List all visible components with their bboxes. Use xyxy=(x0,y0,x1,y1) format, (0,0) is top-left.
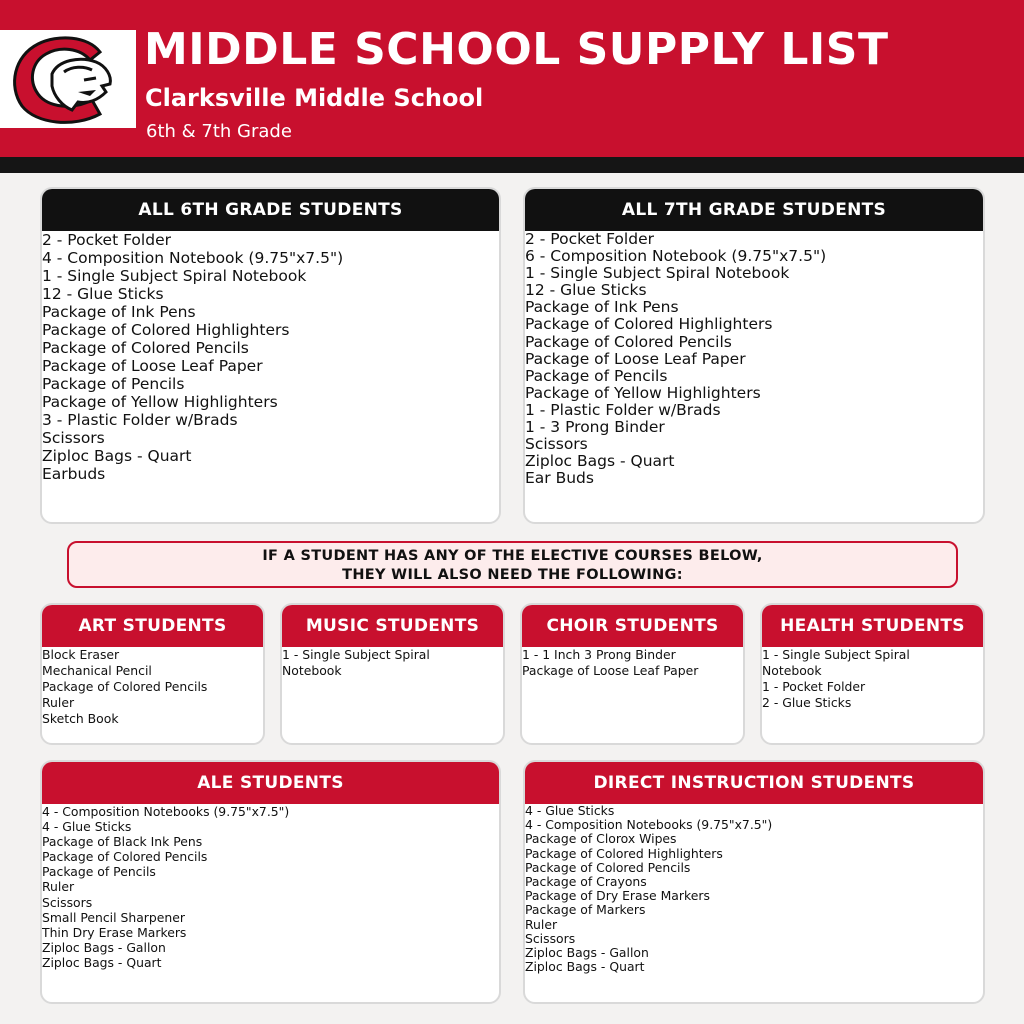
school-logo xyxy=(0,30,136,128)
health-list xyxy=(762,647,983,711)
notice-line-1: IF A STUDENT HAS ANY OF THE ELECTIVE COURSES BELOW, xyxy=(262,548,763,564)
list-item: Scissors xyxy=(525,436,983,453)
list-item: Package of Colored Highlighters xyxy=(42,321,499,339)
direct-instruction-list xyxy=(525,804,983,974)
ale-heading: ALE STUDENTS xyxy=(42,762,499,804)
list-item: Package of Colored Pencils xyxy=(42,679,263,695)
ale-card xyxy=(40,760,501,1004)
list-item: 1 - 1 Inch 3 Prong Binder xyxy=(522,647,743,663)
list-item: Package of Loose Leaf Paper xyxy=(525,351,983,368)
list-item: 3 - Plastic Folder w/Brads xyxy=(42,411,499,429)
choir-heading: CHOIR STUDENTS xyxy=(522,605,743,647)
list-item: Package of Ink Pens xyxy=(525,299,983,316)
grade7-list xyxy=(525,231,983,487)
music-list xyxy=(282,647,503,679)
list-item: Scissors xyxy=(525,932,983,946)
cougar-head-c-logo-icon xyxy=(0,30,136,128)
list-item: Package of Markers xyxy=(525,903,983,917)
list-item: Thin Dry Erase Markers xyxy=(42,925,499,940)
health-heading: HEALTH STUDENTS xyxy=(762,605,983,647)
list-item: Earbuds xyxy=(42,465,499,483)
list-item: Package of Colored Highlighters xyxy=(525,847,983,861)
list-item: 1 - Pocket Folder xyxy=(762,679,983,695)
list-item: 2 - Pocket Folder xyxy=(42,231,499,249)
list-item: Package of Pencils xyxy=(42,864,499,879)
list-item: Ear Buds xyxy=(525,470,983,487)
list-item: 2 - Glue Sticks xyxy=(762,695,983,711)
list-item: Sketch Book xyxy=(42,711,263,727)
school-name: Clarksville Middle School xyxy=(145,84,484,112)
list-item: 12 - Glue Sticks xyxy=(42,285,499,303)
list-item: Package of Dry Erase Markers xyxy=(525,889,983,903)
page-title: MIDDLE SCHOOL SUPPLY LIST xyxy=(144,24,889,75)
list-item: Ruler xyxy=(42,695,263,711)
art-card xyxy=(40,603,265,745)
music-card xyxy=(280,603,505,745)
health-card xyxy=(760,603,985,745)
list-item: 1 - Single Subject Spiral Notebook xyxy=(42,267,499,285)
list-item: Ziploc Bags - Quart xyxy=(42,955,499,970)
list-item: Package of Loose Leaf Paper xyxy=(522,663,743,679)
list-item: Scissors xyxy=(42,429,499,447)
list-item: Block Eraser xyxy=(42,647,263,663)
list-item: Small Pencil Sharpener xyxy=(42,910,499,925)
header-divider xyxy=(0,157,1024,173)
list-item: Package of Colored Pencils xyxy=(42,339,499,357)
list-item: 1 - Single Subject Spiral Notebook xyxy=(762,647,922,679)
list-item: Ziploc Bags - Quart xyxy=(525,960,983,974)
music-heading: MUSIC STUDENTS xyxy=(282,605,503,647)
list-item: Package of Colored Pencils xyxy=(42,849,499,864)
list-item: Package of Ink Pens xyxy=(42,303,499,321)
list-item: Package of Colored Highlighters xyxy=(525,316,983,333)
grade6-list xyxy=(42,231,499,483)
choir-list xyxy=(522,647,743,679)
list-item: 4 - Glue Sticks xyxy=(525,804,983,818)
list-item: Ruler xyxy=(42,879,499,894)
list-item: 1 - Single Subject Spiral Notebook xyxy=(525,265,983,282)
list-item: Package of Pencils xyxy=(525,368,983,385)
list-item: Mechanical Pencil xyxy=(42,663,263,679)
elective-notice xyxy=(67,541,958,588)
ale-list xyxy=(42,804,499,970)
list-item: Package of Loose Leaf Paper xyxy=(42,357,499,375)
list-item: Scissors xyxy=(42,895,499,910)
list-item: Package of Colored Pencils xyxy=(525,861,983,875)
list-item: Package of Yellow Highlighters xyxy=(525,385,983,402)
list-item: Package of Clorox Wipes xyxy=(525,832,983,846)
art-heading: ART STUDENTS xyxy=(42,605,263,647)
list-item: 6 - Composition Notebook (9.75"x7.5") xyxy=(525,248,983,265)
list-item: Package of Crayons xyxy=(525,875,983,889)
list-item: Package of Pencils xyxy=(42,375,499,393)
art-list xyxy=(42,647,263,727)
list-item: 12 - Glue Sticks xyxy=(525,282,983,299)
list-item: Ruler xyxy=(525,918,983,932)
list-item: Package of Black Ink Pens xyxy=(42,834,499,849)
list-item: Package of Colored Pencils xyxy=(525,334,983,351)
choir-card xyxy=(520,603,745,745)
direct-instruction-heading: DIRECT INSTRUCTION STUDENTS xyxy=(525,762,983,804)
list-item: 1 - Single Subject Spiral Notebook xyxy=(282,647,442,679)
grade-range: 6th & 7th Grade xyxy=(146,121,292,142)
grade7-card xyxy=(523,187,985,524)
list-item: 4 - Composition Notebooks (9.75"x7.5") xyxy=(525,818,983,832)
grade6-card xyxy=(40,187,501,524)
list-item: Ziploc Bags - Quart xyxy=(42,447,499,465)
direct-instruction-card xyxy=(523,760,985,1004)
list-item: 4 - Composition Notebooks (9.75"x7.5") xyxy=(42,804,499,819)
list-item: Ziploc Bags - Gallon xyxy=(42,940,499,955)
list-item: 1 - Plastic Folder w/Brads xyxy=(525,402,983,419)
list-item: Ziploc Bags - Gallon xyxy=(525,946,983,960)
list-item: Ziploc Bags - Quart xyxy=(525,453,983,470)
list-item: Package of Yellow Highlighters xyxy=(42,393,499,411)
grade6-heading: ALL 6TH GRADE STUDENTS xyxy=(42,189,499,231)
list-item: 4 - Composition Notebook (9.75"x7.5") xyxy=(42,249,499,267)
grade7-heading: ALL 7TH GRADE STUDENTS xyxy=(525,189,983,231)
notice-line-2: THEY WILL ALSO NEED THE FOLLOWING: xyxy=(342,567,683,583)
list-item: 1 - 3 Prong Binder xyxy=(525,419,983,436)
list-item: 2 - Pocket Folder xyxy=(525,231,983,248)
list-item: 4 - Glue Sticks xyxy=(42,819,499,834)
